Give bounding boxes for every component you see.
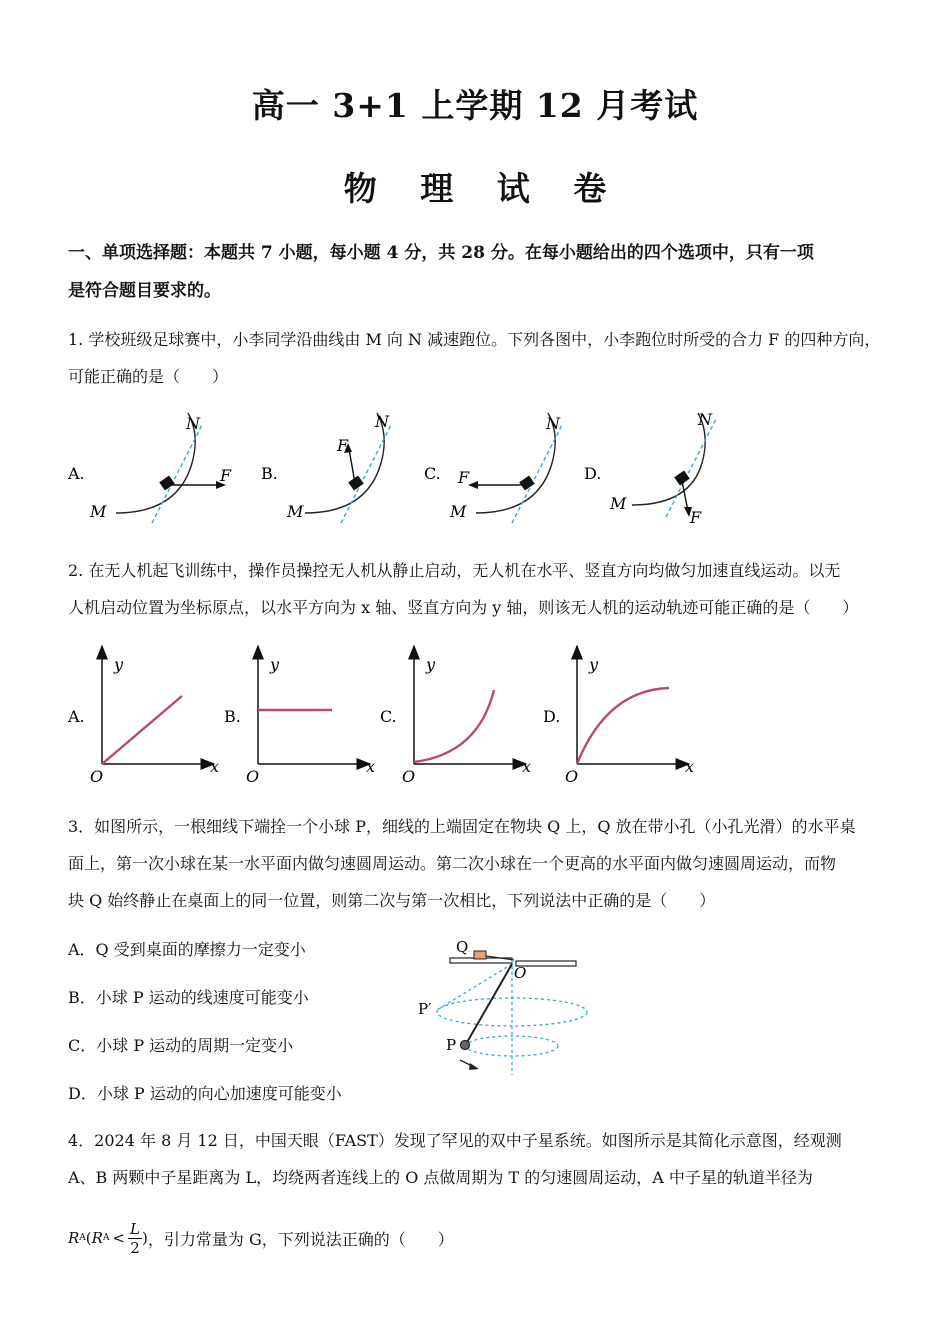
q3-line2: 面上，第一次小球在某一水平面内做匀速圆周运动。第二次小球在一个更高的水平面内做匀速圆周运动，而物 [68,854,837,873]
svg-text:F: F [220,466,232,485]
q4-line3 [68,1212,454,1264]
q2-option-a-label: A. [68,707,85,726]
q1-line1: 1. 学校班级足球赛中，小李同学沿曲线由 M 向 N 减速跑位。下列各图中，小李跑位时所受的合力 F 的四种方向， [68,330,881,349]
svg-text:N: N [375,412,389,431]
svg-text:N: N [698,410,712,429]
q3-option-c: C．小球 P 运动的周期一定变小 [68,1036,294,1055]
q2-y-label: y [426,655,436,674]
question-3-text [68,808,898,919]
section-heading-line1: 一、单项选择题：本题共 7 小题，每小题 4 分，共 28 分。在每小题给出的四个选项中，只有一项 [68,243,814,263]
q3-line1: 3．如图所示，一根细线下端拴一个小球 P，细线的上端固定在物块 Q 上，Q 放在带小孔（小孔光滑）的水平桌 [68,817,856,836]
q1-option-a-label: A. [68,464,85,483]
q2-line2: 人机启动位置为坐标原点，以水平方向为 x 轴、竖直方向为 y 轴，则该无人机的运动轨迹可能正确的是（ ） [68,598,859,617]
question-1-figures [60,405,780,535]
q2-line1: 2. 在无人机起飞训练中，操作员操控无人机从静止启动，无人机在水平、竖直方向均做匀加速直线运动。以无 [68,561,841,580]
q2-figure-c [380,646,531,786]
svg-text:O: O [514,964,527,982]
svg-text:M: M [287,502,304,521]
q2-x-label: x [366,757,376,776]
svg-text:N: N [186,414,200,433]
q3-option-b: B．小球 P 运动的线速度可能变小 [68,988,309,1007]
q2-x-label: x [210,757,220,776]
svg-text:F: F [337,436,349,455]
q1-figure-d [584,410,716,527]
q2-origin-label: O [565,767,579,786]
q2-figure-b [224,646,375,786]
q4-line1: 4．2024 年 8 月 12 日，中国天眼（FAST）发现了罕见的双中子星系统。如图所示是其简化示意图，经观测 [68,1131,842,1150]
subject-title: 物 理 试 卷 [343,169,623,208]
q1-option-d-label: D. [584,464,602,483]
svg-text:F: F [690,508,702,527]
exam-title: 高一 3+1 上学期 12 月考试 [251,86,699,125]
q4-line2: A、B 两颗中子星距离为 L，均绕两者连线上的 O 点做周期为 T 的匀速圆周运动，A 中子星的轨道半径为 [68,1168,813,1187]
q2-trajectory-c [414,690,494,762]
q3-option-a: A．Q 受到桌面的摩擦力一定变小 [68,940,306,959]
q1-line2: 可能正确的是（ ） [68,367,229,386]
q2-trajectory-d [577,688,669,764]
svg-text:P′: P′ [418,1000,432,1018]
q2-origin-label: O [246,767,260,786]
section-heading-line2: 是符合题目要求的。 [68,281,221,301]
svg-text:M: M [90,502,107,521]
q1-option-b-label: B. [261,464,278,483]
question-4-text [68,1122,898,1196]
q3-option-d: D．小球 P 运动的向心加速度可能变小 [68,1084,342,1103]
q2-trajectory-a [102,696,182,764]
q1-figure-b [261,412,391,523]
svg-text:N: N [546,414,560,433]
q2-y-label: y [589,655,599,674]
q1-option-c-label: C. [424,464,441,483]
q2-option-d-label: D. [543,707,561,726]
q2-origin-label: O [402,767,416,786]
q2-y-label: y [270,655,280,674]
q4-line3-text: ，引力常量为 G，下列说法正确的（ ） [147,1229,454,1249]
q1-figure-c [424,413,562,523]
q2-x-label: x [522,757,532,776]
svg-text:M: M [450,502,467,521]
svg-text:P: P [446,1036,457,1054]
svg-text:M: M [610,494,627,513]
svg-text:F: F [458,468,470,487]
q2-option-b-label: B. [224,707,241,726]
q3-line3: 块 Q 始终静止在桌面上的同一位置，则第二次与第一次相比，下列说法中正确的是（ ） [68,891,716,910]
svg-text:Q: Q [456,938,469,956]
block-q [474,951,486,959]
q2-y-label: y [114,655,124,674]
question-1-text [68,321,898,395]
ball-p [461,1041,470,1050]
q2-figure-d [543,646,694,786]
section-heading [68,234,888,310]
q4-formula: R A ( R A < L 2 ) [68,1219,148,1257]
question-2-figures [60,640,740,790]
q2-x-label: x [685,757,695,776]
q2-option-c-label: C. [380,707,397,726]
q4-fraction: L 2 [130,1219,140,1257]
question-3-figure [410,930,590,1080]
q2-figure-a [67,646,219,786]
question-2-text [68,552,898,626]
q1-figure-a [67,413,232,523]
q2-origin-label: O [90,767,104,786]
